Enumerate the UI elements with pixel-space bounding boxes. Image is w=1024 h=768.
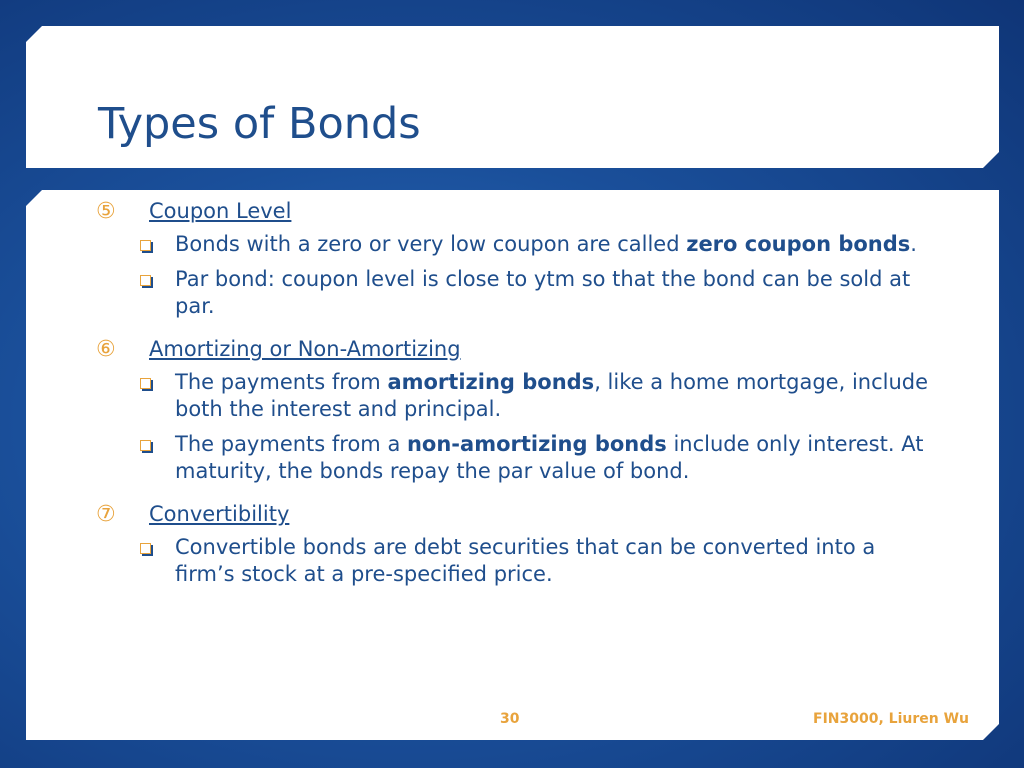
- footer-text: FIN3000, Liuren Wu: [813, 711, 969, 727]
- section-heading-row: [96, 501, 936, 528]
- section-convertibility: [96, 501, 936, 588]
- slide-content: [96, 198, 936, 604]
- bullet-text: Bonds with a zero or very low coupon are called: [175, 232, 687, 256]
- section-heading-row: [96, 198, 936, 225]
- section-number: ⑤: [96, 199, 116, 224]
- bullet-bold-text: zero coupon bonds: [686, 232, 911, 256]
- bullet-bold-text: amortizing bonds: [387, 370, 595, 394]
- section-heading-row: [96, 336, 936, 363]
- bullet-text: The payments from: [175, 370, 388, 394]
- square-bullet-icon: [140, 275, 151, 286]
- slide-title: Types of Bonds: [98, 99, 421, 149]
- square-bullet-icon: [140, 378, 151, 389]
- bullet-text: include only interest. At maturity, the bonds repay the par value of bond.: [175, 432, 924, 483]
- square-bullet-icon: [140, 440, 151, 451]
- section-heading: Convertibility: [149, 502, 290, 526]
- section-number: ⑦: [96, 502, 116, 527]
- bullet-item: [96, 534, 936, 588]
- bullet-text: , like a home mortgage, include both the interest and principal.: [175, 370, 929, 421]
- bullet-text: Convertible bonds are debt securities that can be converted into a firm’s stock at a pre-specified price.: [175, 535, 876, 586]
- square-bullet-icon: [140, 543, 151, 554]
- bullet-text: .: [910, 232, 917, 256]
- bullet-item: [96, 266, 936, 320]
- section-number: ⑥: [96, 337, 116, 362]
- section-coupon-level: [96, 198, 936, 320]
- section-amortizing: [96, 336, 936, 485]
- bullet-item: [96, 431, 936, 485]
- section-heading: Amortizing or Non-Amortizing: [149, 337, 461, 361]
- slide-number: 30: [500, 711, 520, 727]
- bullet-item: [96, 369, 936, 423]
- bullet-text: The payments from a: [175, 432, 407, 456]
- bullet-item: [96, 231, 936, 258]
- bullet-text: Par bond: coupon level is close to ytm so that the bond can be sold at par.: [175, 267, 911, 318]
- square-bullet-icon: [140, 240, 151, 251]
- section-heading: Coupon Level: [149, 199, 292, 223]
- bullet-bold-text: non-amortizing bonds: [406, 432, 667, 456]
